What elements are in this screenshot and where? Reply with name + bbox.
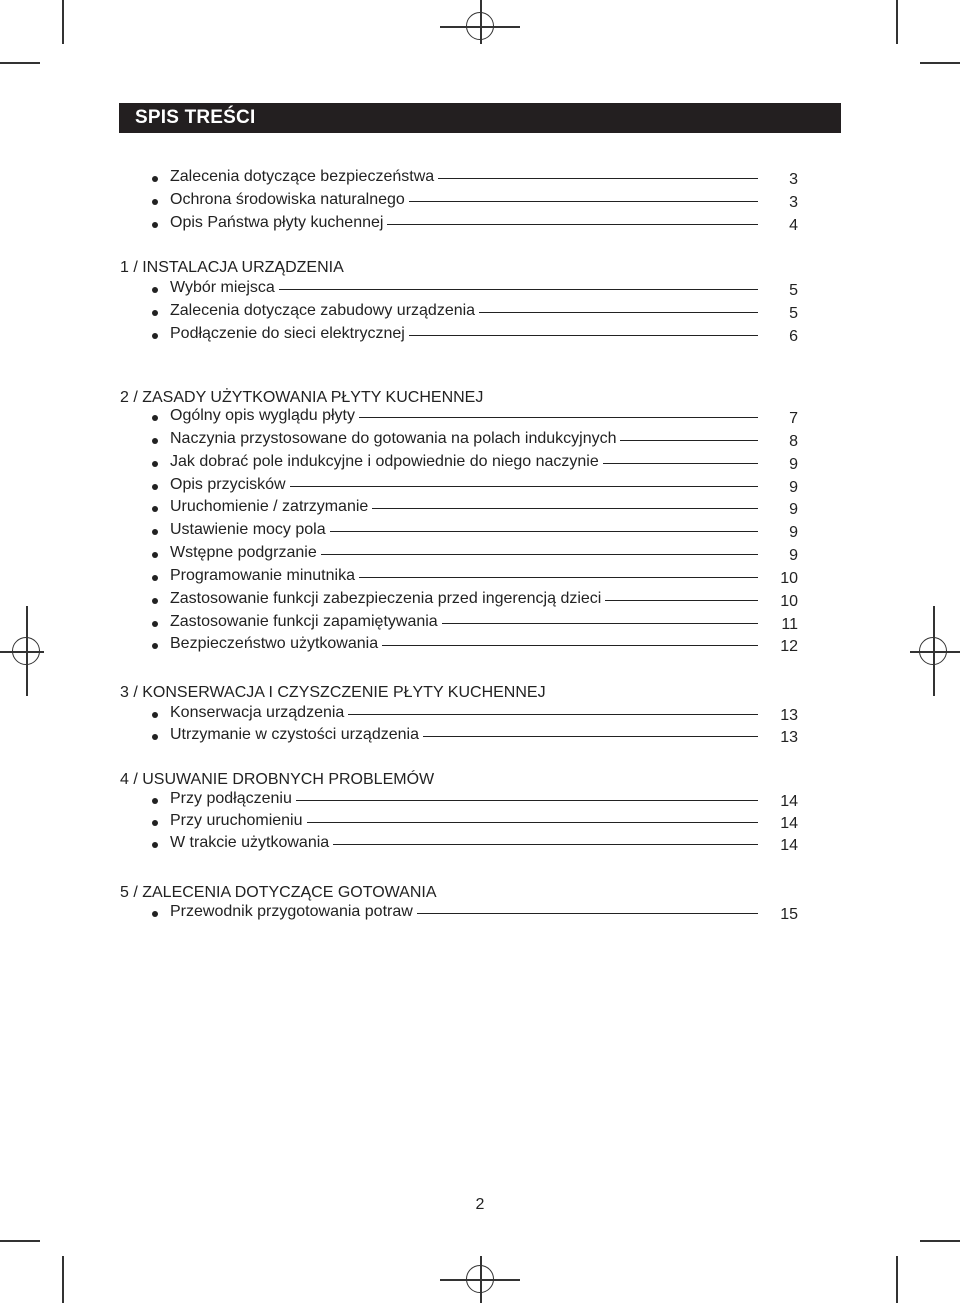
toc-entry[interactable]: [152, 905, 798, 927]
toc-entry[interactable]: [152, 637, 798, 659]
bullet-icon: [152, 712, 158, 718]
toc-entry[interactable]: [152, 836, 798, 858]
toc-entry[interactable]: [152, 327, 798, 349]
toc-entry[interactable]: [152, 523, 798, 545]
bullet-icon: [152, 176, 158, 182]
bullet-icon: [152, 310, 158, 316]
toc-leader-line: [409, 201, 758, 202]
toc-entry[interactable]: [152, 615, 798, 637]
bullet-icon: [152, 643, 158, 649]
toc-entry-page: 8: [789, 433, 798, 450]
toc-entry-label: Zastosowanie funkcji zapamiętywania: [170, 613, 438, 630]
toc-leader-line: [290, 486, 758, 487]
toc-leader-line: [409, 335, 758, 336]
page-title: SPIS TREŚCI: [135, 107, 256, 128]
bullet-icon: [152, 287, 158, 293]
toc-entry-label: Programowanie minutnika: [170, 567, 355, 584]
toc-entry[interactable]: [152, 814, 798, 836]
toc-entry-page: 5: [789, 282, 798, 299]
section-title: 5 / ZALECENIA DOTYCZĄCE GOTOWANIA: [120, 884, 437, 901]
toc-entry-label: Zalecenia dotyczące zabudowy urządzenia: [170, 302, 476, 319]
toc-leader-line: [382, 645, 758, 646]
toc-entry-label: Opis przycisków: [170, 476, 286, 493]
bullet-icon: [152, 415, 158, 421]
toc-entry[interactable]: [152, 500, 798, 522]
toc-entry-page: 15: [780, 906, 798, 923]
toc-leader-line: [333, 844, 758, 845]
toc-leader-line: [359, 577, 758, 578]
toc-leader-line: [359, 417, 758, 418]
toc-entry[interactable]: [152, 546, 798, 568]
toc-entry-label: Wybór miejsca: [170, 279, 275, 296]
toc-entry[interactable]: [152, 728, 798, 750]
toc-entry-page: 14: [780, 837, 798, 854]
toc-entry[interactable]: [152, 216, 798, 238]
bullet-icon: [152, 552, 158, 558]
bullet-icon: [152, 199, 158, 205]
toc-entry-label: Przy uruchomieniu: [170, 812, 303, 829]
toc-leader-line: [348, 714, 758, 715]
toc-entry[interactable]: [152, 432, 798, 454]
bullet-icon: [152, 461, 158, 467]
toc-entry-page: 10: [780, 570, 798, 587]
bullet-icon: [152, 734, 158, 740]
toc-entry-page: 6: [789, 328, 798, 345]
toc-entry-page: 3: [789, 194, 798, 211]
bullet-icon: [152, 621, 158, 627]
toc-entry[interactable]: [152, 569, 798, 591]
toc-leader-line: [442, 623, 758, 624]
toc-leader-line: [479, 312, 758, 313]
bullet-icon: [152, 506, 158, 512]
bullet-icon: [152, 798, 158, 804]
toc-entry-page: 7: [789, 410, 798, 427]
toc-entry[interactable]: [152, 281, 798, 303]
toc-leader-line: [307, 822, 758, 823]
toc-entry[interactable]: [152, 592, 798, 614]
section-title: 4 / USUWANIE DROBNYCH PROBLEMÓW: [120, 771, 435, 788]
toc-entry-label: Uruchomienie / zatrzymanie: [170, 498, 369, 515]
toc-entry-label: Przewodnik przygotowania potraw: [170, 903, 413, 920]
toc-entry-page: 11: [781, 616, 798, 633]
section-title: 3 / KONSERWACJA I CZYSZCZENIE PŁYTY KUCHENNEJ: [120, 684, 546, 701]
toc-leader-line: [438, 178, 758, 179]
toc-entry-page: 13: [780, 707, 798, 724]
toc-entry-page: 14: [780, 815, 798, 832]
toc-entry-page: 10: [780, 593, 798, 610]
bullet-icon: [152, 598, 158, 604]
section-title: 2 / ZASADY UŻYTKOWANIA PŁYTY KUCHENNEJ: [120, 389, 484, 406]
toc-entry-label: Podłączenie do sieci elektrycznej: [170, 325, 405, 342]
toc-entry-page: 9: [789, 501, 798, 518]
toc-leader-line: [321, 554, 758, 555]
toc-entry[interactable]: [152, 304, 798, 326]
toc-leader-line: [330, 531, 758, 532]
toc-leader-line: [387, 224, 758, 225]
toc-leader-line: [620, 440, 758, 441]
toc-leader-line: [417, 913, 758, 914]
toc-entry-page: 9: [789, 456, 798, 473]
toc-entry-page: 4: [789, 217, 798, 234]
section-title: 1 / INSTALACJA URZĄDZENIA: [120, 259, 344, 276]
toc-entry-label: Zastosowanie funkcji zabezpieczenia przed ingerencją dzieci: [170, 590, 602, 607]
bullet-icon: [152, 820, 158, 826]
bullet-icon: [152, 842, 158, 848]
toc-entry[interactable]: [152, 193, 798, 215]
toc-entry[interactable]: [152, 455, 798, 477]
toc-entry[interactable]: [152, 792, 798, 814]
toc-entry[interactable]: [152, 478, 798, 500]
toc-entry-label: Konserwacja urządzenia: [170, 704, 345, 721]
toc-entry-label: Opis Państwa płyty kuchennej: [170, 214, 384, 231]
toc-entry-label: Ogólny opis wyglądu płyty: [170, 407, 355, 424]
toc-leader-line: [296, 800, 758, 801]
toc-entry-label: Zalecenia dotyczące bezpieczeństwa: [170, 168, 435, 185]
bullet-icon: [152, 333, 158, 339]
toc-entry-page: 14: [780, 793, 798, 810]
toc-leader-line: [605, 600, 758, 601]
footer-page-number: 2: [475, 1196, 485, 1213]
toc-entry-page: 3: [789, 171, 798, 188]
toc-entry-page: 12: [780, 638, 798, 655]
toc-leader-line: [603, 463, 758, 464]
toc-entry-label: Utrzymanie w czystości urządzenia: [170, 726, 419, 743]
toc-entry-label: W trakcie użytkowania: [170, 834, 330, 851]
bullet-icon: [152, 438, 158, 444]
toc-entry-label: Przy podłączeniu: [170, 790, 292, 807]
bullet-icon: [152, 911, 158, 917]
toc-leader-line: [372, 508, 758, 509]
toc-entry-page: 9: [789, 479, 798, 496]
toc-entry-label: Jak dobrać pole indukcyjne i odpowiednie do niego naczynie: [170, 453, 599, 470]
bullet-icon: [152, 222, 158, 228]
toc-entry[interactable]: [152, 706, 798, 728]
toc-entry-page: 13: [780, 729, 798, 746]
toc-entry-label: Ustawienie mocy pola: [170, 521, 326, 538]
toc-entry-label: Naczynia przystosowane do gotowania na polach indukcyjnych: [170, 430, 617, 447]
toc-entry-page: 9: [789, 524, 798, 541]
toc-entry[interactable]: [152, 409, 798, 431]
toc-entry[interactable]: [152, 170, 798, 192]
toc-entry-page: 9: [789, 547, 798, 564]
toc-entry-page: 5: [789, 305, 798, 322]
toc-leader-line: [423, 736, 758, 737]
bullet-icon: [152, 484, 158, 490]
toc-leader-line: [279, 289, 758, 290]
bullet-icon: [152, 575, 158, 581]
toc-entry-label: Ochrona środowiska naturalnego: [170, 191, 405, 208]
toc-entry-label: Bezpieczeństwo użytkowania: [170, 635, 379, 652]
toc-entry-label: Wstępne podgrzanie: [170, 544, 317, 561]
bullet-icon: [152, 529, 158, 535]
